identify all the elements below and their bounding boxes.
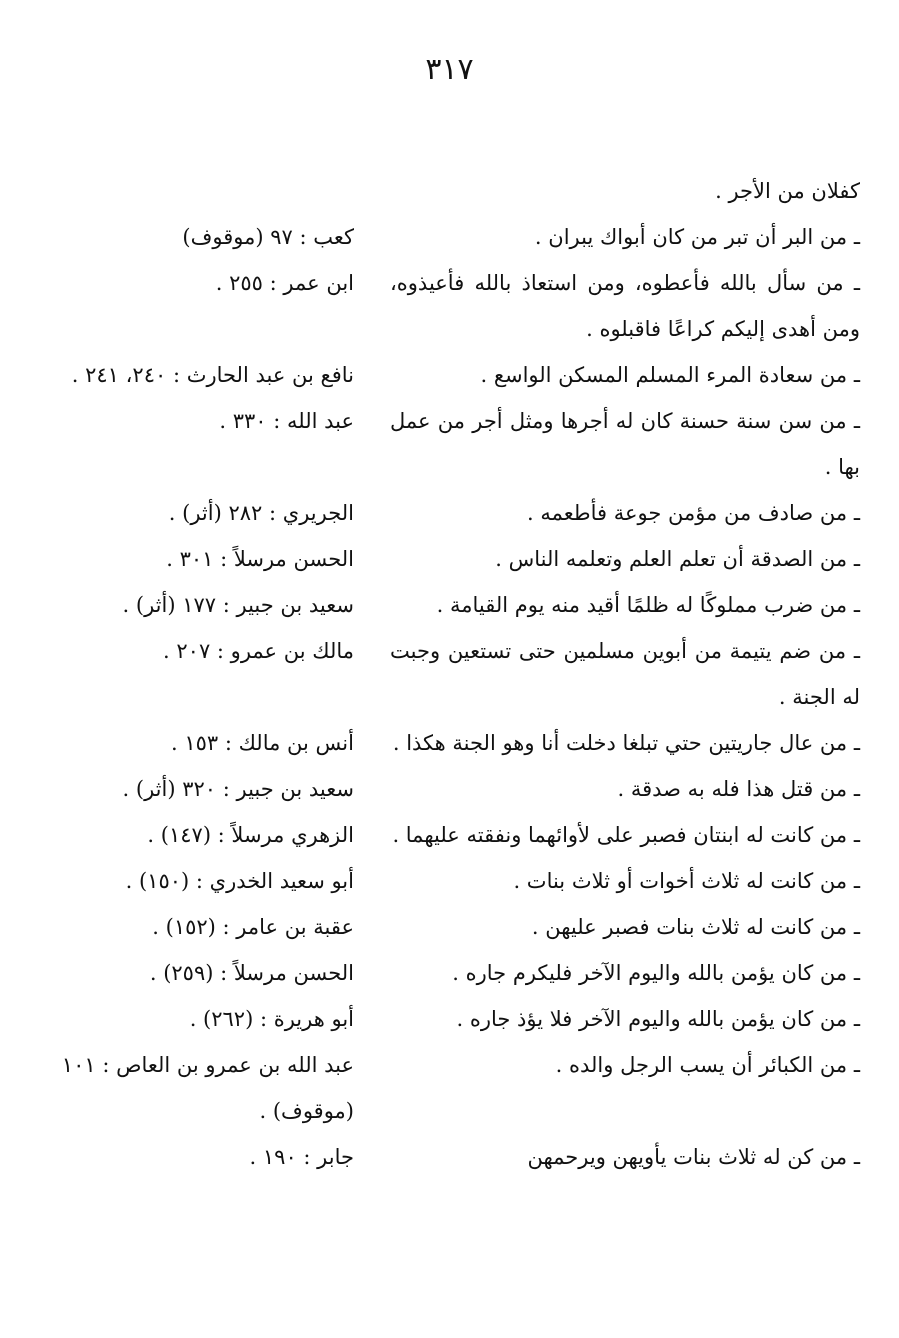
hadith-source: أبو سعيد الخدري : (١٥٠) . [125,869,354,893]
index-entry [40,904,860,950]
hadith-source: سعيد بن جبير : ٣٢٠ (أثر) . [122,777,354,801]
hadith-source: عقبة بن عامر : (١٥٢) . [152,915,354,939]
hadith-source: الحسن مرسلاً : ٣٠١ . [166,547,354,571]
hadith-text: ـ من سن سنة حسنة كان له أجرها ومثل أجر من عمل بها . [390,409,860,479]
hadith-text: ـ من كانت له ثلاث بنات فصبر عليهن . [531,915,860,939]
hadith-source: جابر : ١٩٠ . [249,1145,354,1169]
index-entry [40,628,860,720]
index-entry [40,214,860,260]
index-entry [40,1042,860,1134]
index-entry [40,168,860,214]
hadith-source: عبد الله : ٣٣٠ . [219,409,354,433]
hadith-source: الزهري مرسلاً : (١٤٧) . [147,823,354,847]
index-entry [40,950,860,996]
hadith-source: نافع بن عبد الحارث : ٢٤٠، ٢٤١ . [71,363,354,387]
index-entry [40,1134,860,1180]
hadith-source: الحسن مرسلاً : (٢٥٩) . [149,961,354,985]
hadith-text: ـ من سأل بالله فأعطوه، ومن استعاذ بالله فأعيذوه، ومن أهدى إليكم كراعًا فاقبلوه . [390,271,860,341]
hadith-text: ـ من كان يؤمن بالله واليوم الآخر فلا يؤذ جاره . [456,1007,860,1031]
hadith-text: ـ من عال جاريتين حتي تبلغا دخلت أنا وهو الجنة هكذا . [392,731,860,755]
index-entry [40,490,860,536]
hadith-text: ـ من الصدقة أن تعلم العلم وتعلمه الناس . [495,547,860,571]
hadith-text: ـ من كن له ثلاث بنات يأويهن ويرحمهن [527,1145,860,1169]
hadith-text: ـ من صادف من مؤمن جوعة فأطعمه . [526,501,860,525]
hadith-source: أنس بن مالك : ١٥٣ . [170,731,354,755]
hadith-text: ـ من البر أن تبر من كان أبواك يبران . [534,225,860,249]
hadith-text: كفلان من الأجر . [715,179,860,203]
hadith-text: ـ من قتل هذا فله به صدقة . [617,777,860,801]
index-entry [40,260,860,352]
hadith-text: ـ من ضم يتيمة من أبوين مسلمين حتى تستعين وجبت له الجنة . [390,639,860,709]
hadith-text: ـ من سعادة المرء المسلم المسكن الواسع . [480,363,860,387]
hadith-source: عبد الله بن عمرو بن العاص : ١٠١ (موقوف) . [61,1053,354,1123]
hadith-source: أبو هريرة : (٢٦٢) . [189,1007,354,1031]
hadith-text: ـ من الكبائر أن يسب الرجل والده . [555,1053,860,1077]
hadith-source: ابن عمر : ٢٥٥ . [215,271,354,295]
hadith-text: ـ من ضرب مملوكًا له ظلمًا أقيد منه يوم القيامة . [436,593,860,617]
hadith-text: ـ من كان يؤمن بالله واليوم الآخر فليكرم جاره . [452,961,860,985]
index-entry [40,812,860,858]
hadith-source: الجريري : ٢٨٢ (أثر) . [168,501,354,525]
hadith-source: كعب : ٩٧ (موقوف) [182,225,354,249]
index-entry [40,398,860,490]
index-entry [40,720,860,766]
index-entry [40,582,860,628]
index-entry [40,858,860,904]
page-number: ٣١٧ [425,52,474,87]
hadith-source: سعيد بن جبير : ١٧٧ (أثر) . [122,593,354,617]
hadith-text: ـ من كانت له ابنتان فصبر على لأوائهما ونفقته عليهما . [392,823,860,847]
index-entry [40,536,860,582]
hadith-source: مالك بن عمرو : ٢٠٧ . [163,639,354,663]
index-entry [40,996,860,1042]
hadith-index [40,168,860,1180]
index-entry [40,352,860,398]
index-entry [40,766,860,812]
hadith-text: ـ من كانت له ثلاث أخوات أو ثلاث بنات . [513,869,860,893]
